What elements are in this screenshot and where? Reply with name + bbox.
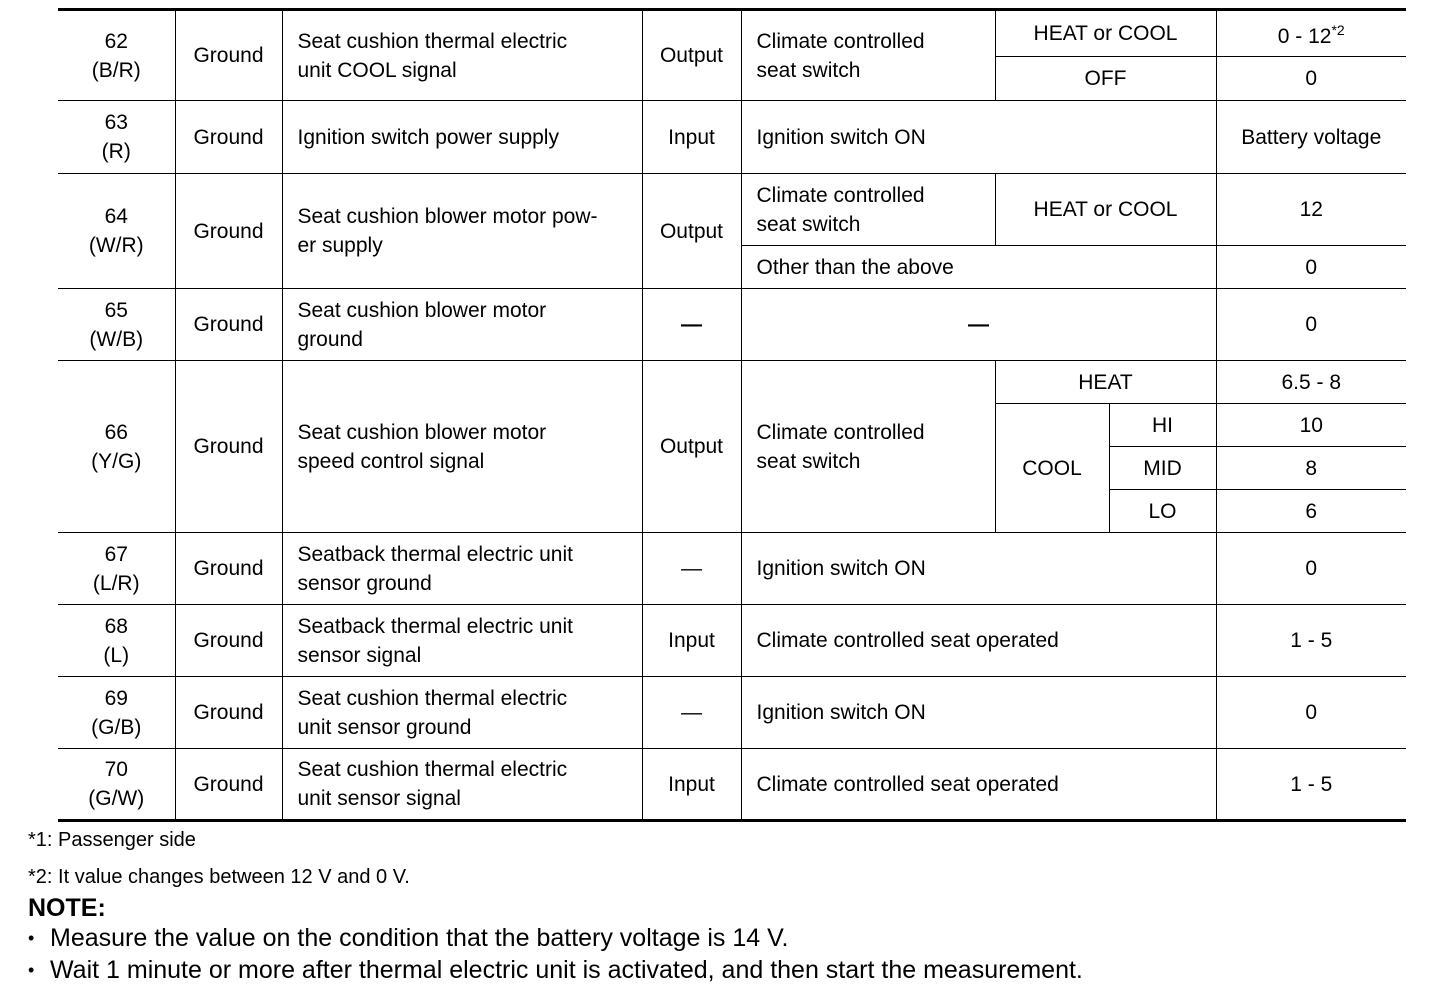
ground-cell: Ground [175,533,282,605]
description-cell: Seatback thermal electric unit sensor signal [282,605,642,677]
description-cell: Seat cushion blower motor pow- er supply [282,174,642,289]
terminal-cell: 62 (B/R) [58,10,175,101]
footnote-2: *2: It value changes between 12 V and 0 V. [28,866,410,888]
speed-cell: HI [1109,404,1216,447]
state-cell: COOL [995,404,1109,533]
terminal-cell: 67 (L/R) [58,533,175,605]
ground-cell: Ground [175,605,282,677]
value-cell: 6.5 - 8 [1216,361,1406,404]
condition-cell: Climate controlled seat switch [741,361,995,533]
ground-cell: Ground [175,361,282,533]
value-cell: 1 - 5 [1216,605,1406,677]
terminal-cell: 64 (W/R) [58,174,175,289]
io-cell: — [642,533,741,605]
io-cell: — [642,289,741,361]
condition-cell: Other than the above [741,246,1216,289]
note-item: • Wait 1 minute or more after thermal electric unit is activated, and then start the measurement. [28,956,1083,984]
io-cell: Output [642,361,741,533]
bullet-icon: • [28,960,35,980]
table-row [58,361,1406,404]
table-row [58,533,1406,605]
io-cell: Output [642,174,741,289]
description-cell: Seat cushion thermal electric unit sensor ground [282,677,642,749]
condition-cell: Ignition switch ON [741,101,1216,174]
table-row [58,101,1406,174]
state-cell: HEAT or COOL [995,174,1216,246]
terminal-cell: 69 (G/B) [58,677,175,749]
state-cell: OFF [995,57,1216,101]
value-cell: 0 [1216,246,1406,289]
bullet-icon: • [28,928,35,948]
speed-cell: MID [1109,447,1216,490]
table-row [58,174,1406,246]
terminal-cell: 63 (R) [58,101,175,174]
description-cell: Ignition switch power supply [282,101,642,174]
table-row [58,677,1406,749]
value-cell: 0 - 12$^{*2}$ [1216,10,1406,57]
value-cell: 1 - 5 [1216,749,1406,821]
ground-cell: Ground [175,749,282,821]
terminal-cell: 70 (G/W) [58,749,175,821]
terminal-cell: 65 (W/B) [58,289,175,361]
condition-cell: Climate controlled seat switch [741,10,995,101]
io-cell: — [642,677,741,749]
ground-cell: Ground [175,174,282,289]
io-cell: Input [642,101,741,174]
value-cell: 0 [1216,677,1406,749]
io-cell: Input [642,749,741,821]
terminal-spec-table [58,8,1406,822]
ground-cell: Ground [175,289,282,361]
io-cell: Output [642,10,741,101]
footnote-1: *1: Passenger side [28,829,196,851]
value-cell: Battery voltage [1216,101,1406,174]
condition-cell: Climate controlled seat operated [741,749,1216,821]
terminal-cell: 66 (Y/G) [58,361,175,533]
speed-cell: LO [1109,490,1216,533]
value-cell: 6 [1216,490,1406,533]
value-cell: 0 [1216,289,1406,361]
description-cell: Seat cushion blower motor speed control signal [282,361,642,533]
table-row [58,749,1406,821]
state-cell: HEAT [995,361,1216,404]
ground-cell: Ground [175,677,282,749]
state-cell: HEAT or COOL [995,10,1216,57]
value-cell: 8 [1216,447,1406,490]
io-cell: Input [642,605,741,677]
terminal-cell: 68 (L) [58,605,175,677]
table-row [58,289,1406,361]
description-cell: Seat cushion blower motor ground [282,289,642,361]
note-item: • Measure the value on the condition that the battery voltage is 14 V. [28,924,789,952]
value-cell: 12 [1216,174,1406,246]
ground-cell: Ground [175,10,282,101]
value-cell: 10 [1216,404,1406,447]
condition-cell: Ignition switch ON [741,677,1216,749]
note-heading: NOTE: [28,894,106,922]
value-cell: 0 [1216,533,1406,605]
table-row [58,10,1406,57]
description-cell: Seatback thermal electric unit sensor ground [282,533,642,605]
ground-cell: Ground [175,101,282,174]
condition-cell: Climate controlled seat switch [741,174,995,246]
condition-cell: Climate controlled seat operated [741,605,1216,677]
value-cell: 0 [1216,57,1406,101]
description-cell: Seat cushion thermal electric unit COOL signal [282,10,642,101]
condition-cell: — [741,289,1216,361]
table-row [58,605,1406,677]
description-cell: Seat cushion thermal electric unit sensor signal [282,749,642,821]
condition-cell: Ignition switch ON [741,533,1216,605]
